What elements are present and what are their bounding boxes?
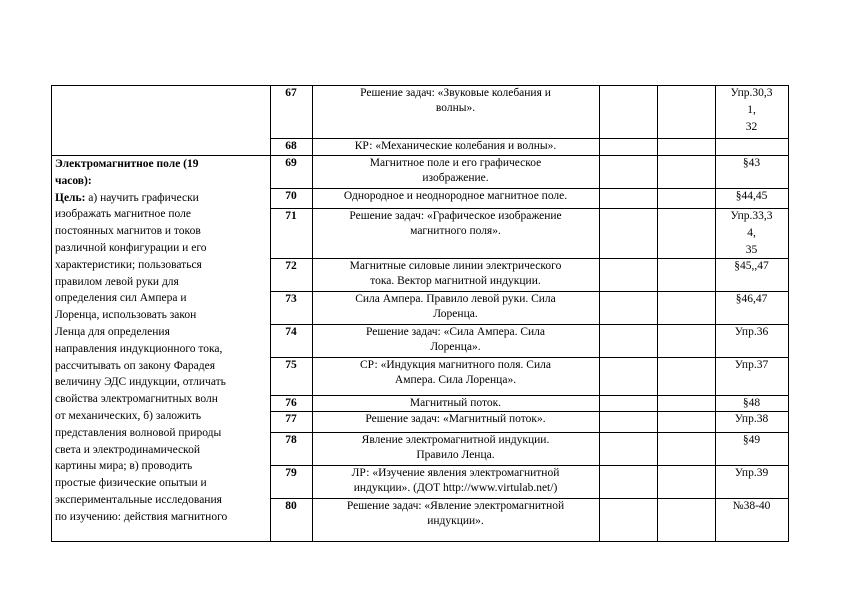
goal-text: правилом левой руки для xyxy=(55,275,179,288)
lesson-number: 71 xyxy=(285,210,297,222)
homework: §44,45 xyxy=(735,190,768,202)
lesson-topic: волны». xyxy=(435,102,476,114)
lesson-number: 72 xyxy=(285,260,297,272)
lesson-topic: Явление электромагнитной индукции. xyxy=(361,434,550,446)
homework: §49 xyxy=(742,434,761,446)
goal-text: свойства электромагнитных волн xyxy=(55,393,218,406)
lesson-topic: Однородное и неоднородное магнитное поле. xyxy=(343,190,568,202)
goal-text: определения сил Ампера и xyxy=(55,292,187,305)
goal-text: экспериментальные исследования xyxy=(55,493,222,506)
lesson-topic: Лоренца. xyxy=(433,308,478,320)
goal-text: Ленца для определения xyxy=(55,325,170,338)
lesson-number: 67 xyxy=(285,87,297,99)
lesson-number: 78 xyxy=(285,434,297,446)
lesson-topic: индукции». xyxy=(427,515,484,527)
lesson-number: 80 xyxy=(285,500,297,512)
goal-text: различной конфигурации и его xyxy=(55,241,207,254)
lesson-topic: Решение задач: «Звуковые колебания и xyxy=(360,87,551,99)
section-description xyxy=(55,156,267,526)
homework: §43 xyxy=(742,157,761,169)
homework: 4, xyxy=(747,227,756,239)
lesson-number: 73 xyxy=(285,293,297,305)
lesson-number: 76 xyxy=(285,397,297,409)
lesson-topic: Сила Ампера. Правило левой руки. Сила xyxy=(355,293,556,305)
goal-text: картины мира; в) проводить xyxy=(55,460,193,473)
goal-text: постоянных магнитов и токов xyxy=(55,225,201,238)
goal-text: простые физические опытыи и xyxy=(55,477,207,490)
homework: Упр.33,3 xyxy=(730,210,773,222)
goal-text: изображать магнитное поле xyxy=(55,208,191,221)
goal-text: света и электродинамической xyxy=(55,443,200,456)
lesson-topic: Решение задач: «Графическое изображение xyxy=(349,210,562,222)
goal-text: Лоренца, использовать закон xyxy=(55,309,197,322)
table-column-border xyxy=(788,85,789,542)
homework: 1, xyxy=(747,104,756,116)
goal-text: характеристики; пользоваться xyxy=(55,258,202,271)
homework: Упр.37 xyxy=(734,359,769,371)
homework: §46,47 xyxy=(735,293,768,305)
lesson-number: 70 xyxy=(285,190,297,202)
lesson-topic: Лоренца». xyxy=(430,341,481,353)
table-row-border xyxy=(51,541,789,542)
homework: Упр.39 xyxy=(734,467,769,479)
lesson-topic: тока. Вектор магнитной индукции. xyxy=(370,275,541,287)
lesson-topic: Решение задач: «Сила Ампера. Сила xyxy=(366,326,545,338)
goal-text: от механических, б) заложить xyxy=(55,409,202,422)
lesson-number: 69 xyxy=(285,157,297,169)
lesson-topic: магнитного поля». xyxy=(410,225,501,237)
homework: §48 xyxy=(742,397,761,409)
homework: §45,,47 xyxy=(734,260,769,272)
goal-text: а) научить графически xyxy=(85,191,199,204)
homework: 35 xyxy=(745,244,758,256)
lesson-number: 74 xyxy=(285,326,297,338)
goal-label: Цель: xyxy=(55,191,86,204)
homework: Упр.36 xyxy=(734,326,769,338)
goal-text: величину ЭДС индукции, отличать xyxy=(55,376,226,389)
table-column-border xyxy=(657,85,658,542)
table-column-border xyxy=(599,85,600,542)
table-column-border xyxy=(51,85,52,542)
goal-text: рассчитывать оп закону Фарадея xyxy=(55,359,216,372)
lesson-topic: Магнитный поток. xyxy=(409,397,502,409)
homework: Упр.38 xyxy=(734,413,769,425)
homework: 32 xyxy=(745,121,758,133)
lesson-topic: Магнитное поле и его графическое xyxy=(369,157,542,169)
goal-text: представления волновой природы xyxy=(55,426,222,439)
lesson-topic: Решение задач: «Явление электромагнитной xyxy=(346,500,565,512)
lesson-topic: КР: «Механические колебания и волны». xyxy=(354,140,557,152)
lesson-topic: СР: «Индукция магнитного поля. Сила xyxy=(360,359,551,371)
lesson-number: 75 xyxy=(285,359,297,371)
homework: №38-40 xyxy=(732,500,771,512)
goal-first-line xyxy=(55,190,267,207)
lesson-topic: Магнитные силовые линии электрического xyxy=(349,260,562,272)
section-goal xyxy=(55,190,267,526)
lesson-topic: Решение задач: «Магнитный поток». xyxy=(365,413,546,425)
section-title: Электромагнитное поле (19 часов): xyxy=(55,158,199,187)
lesson-number: 68 xyxy=(285,140,297,152)
goal-text: направления индукционного тока, xyxy=(55,342,223,355)
lesson-topic: ЛР: «Изучение явления электромагнитной xyxy=(351,467,560,479)
lesson-topic: изображение. xyxy=(422,172,489,184)
homework: Упр.30,3 xyxy=(730,87,773,99)
lesson-number: 79 xyxy=(285,467,297,479)
lesson-topic: Правило Ленца. xyxy=(416,449,495,461)
goal-text: по изучению: действия магнитного xyxy=(55,510,228,523)
lesson-topic: Ампера. Сила Лоренца». xyxy=(394,374,517,386)
lesson-number: 77 xyxy=(285,413,297,425)
lesson-topic: индукции». (ДОТ http://www.virtulab.net/) xyxy=(353,482,558,494)
